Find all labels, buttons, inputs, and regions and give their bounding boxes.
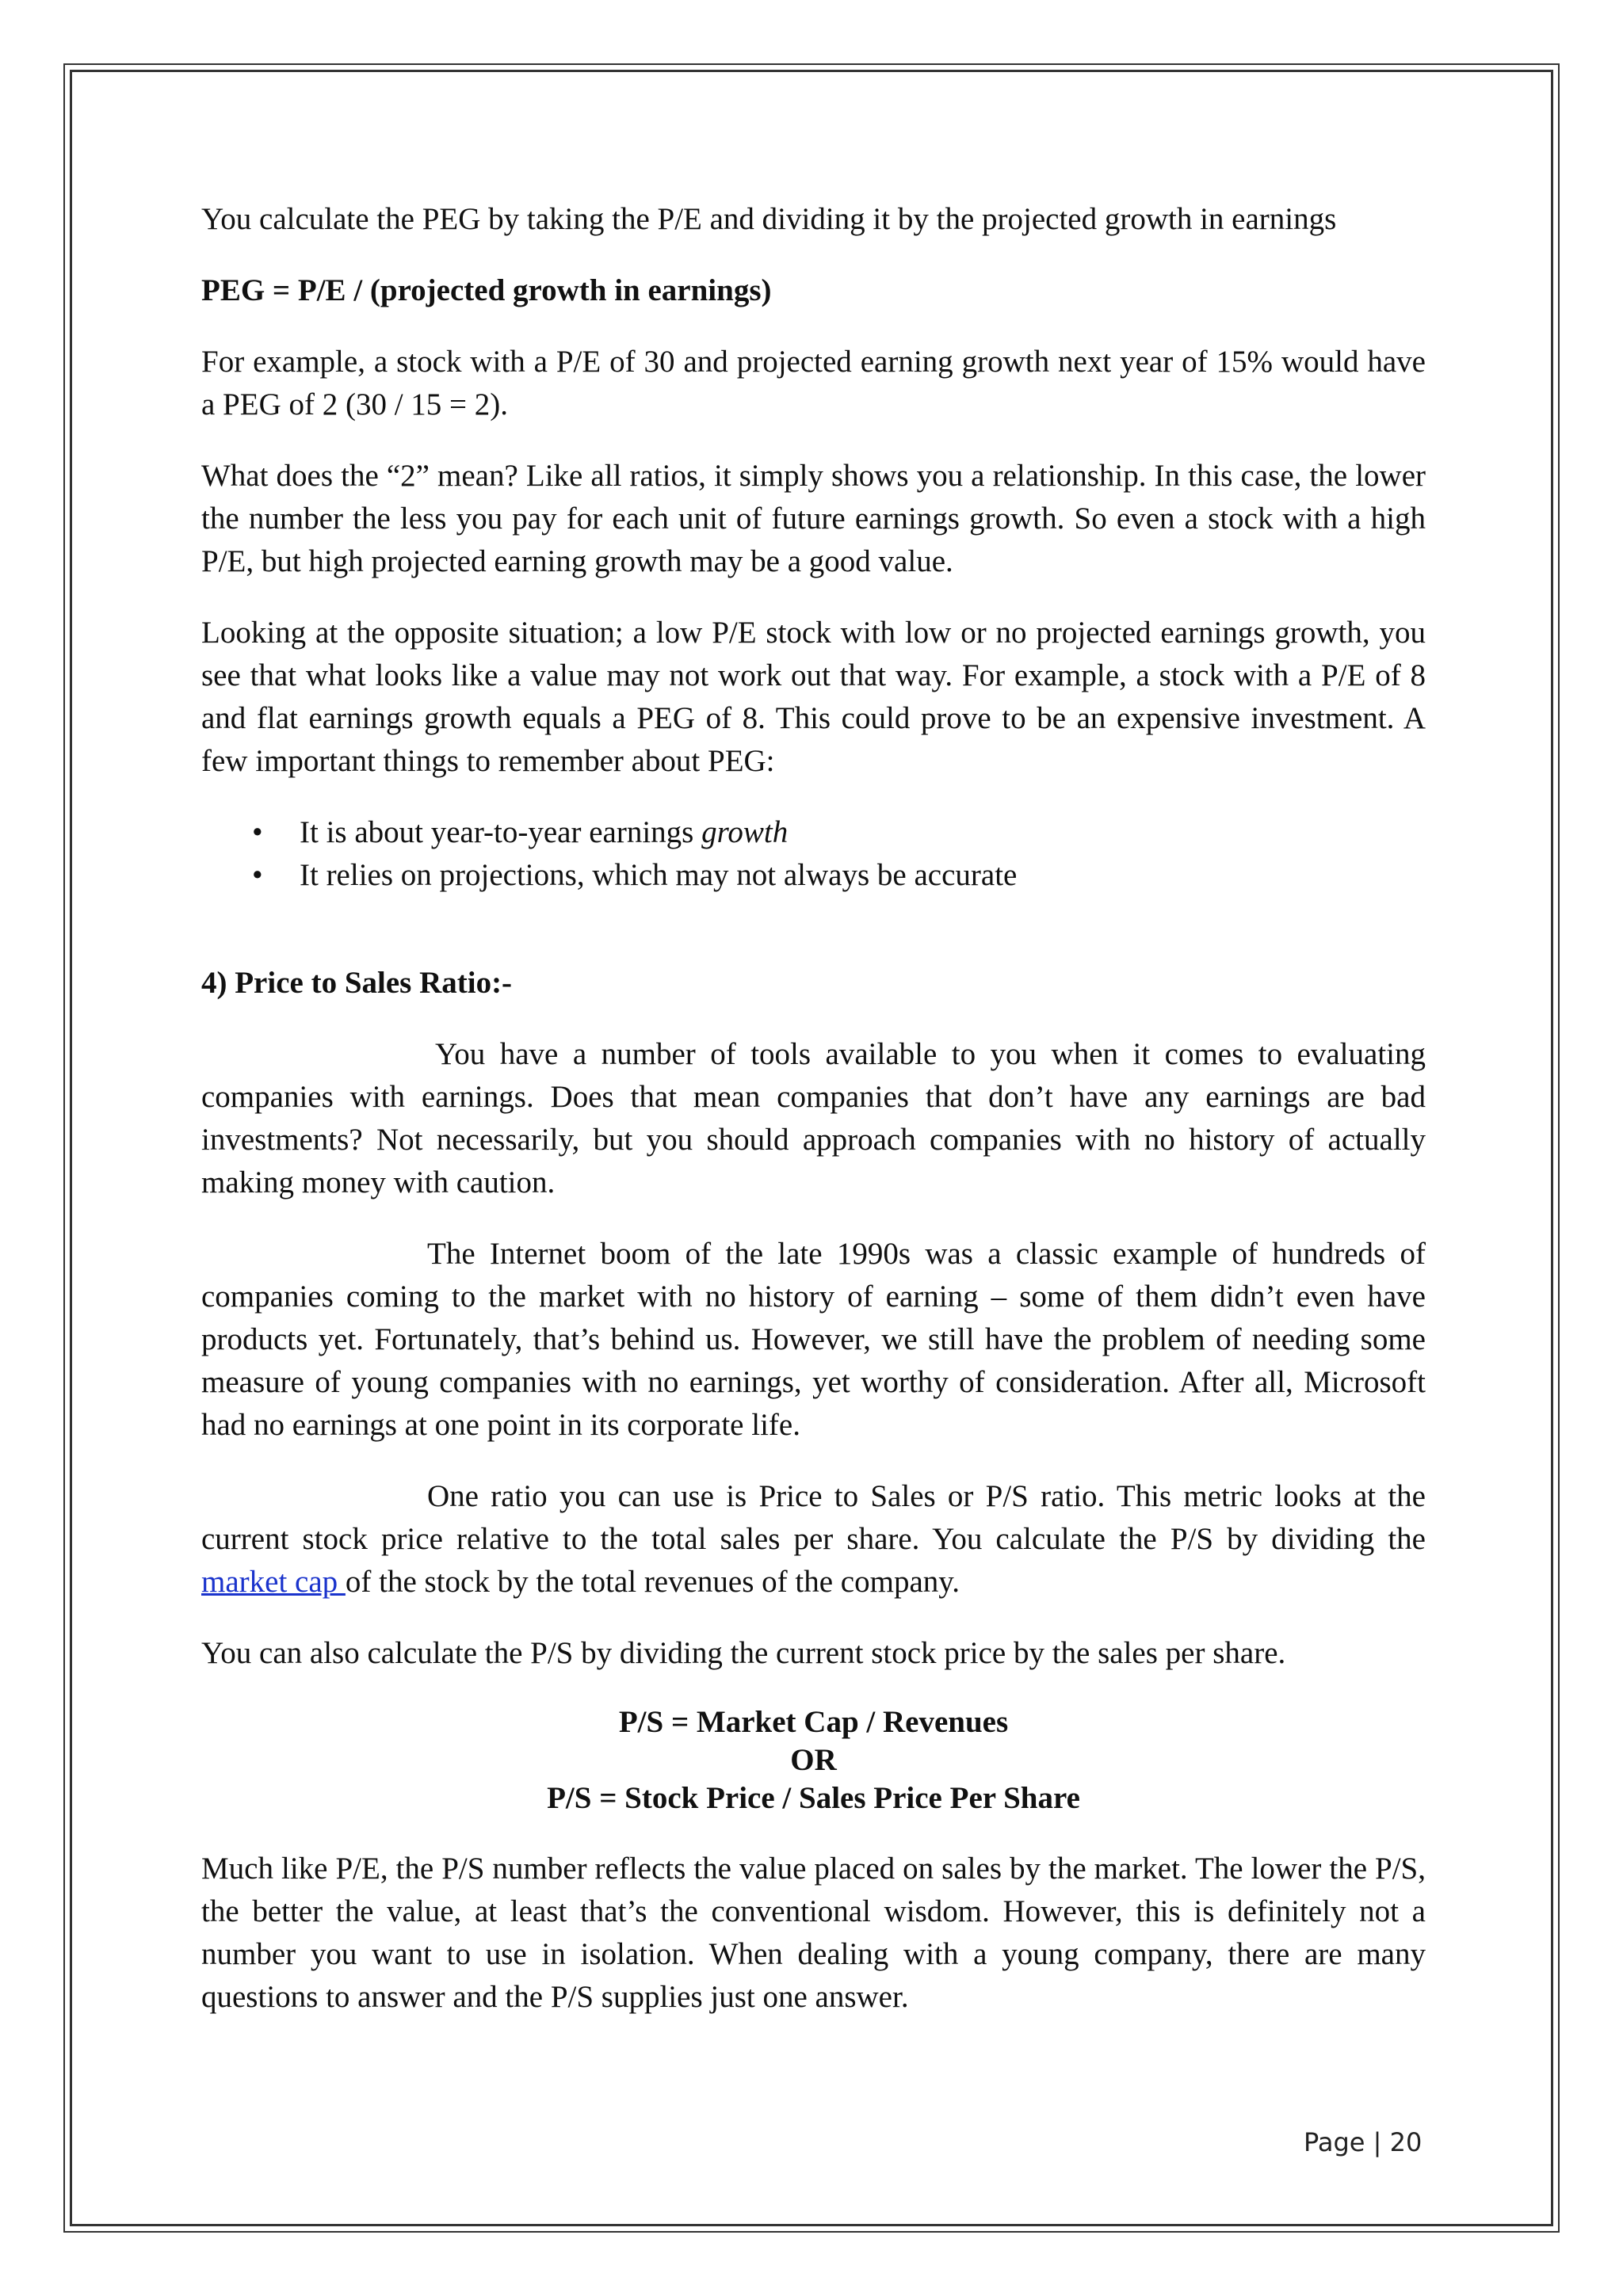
ps-formula-line-1: P/S = Market Cap / Revenues [618, 1705, 1009, 1739]
list-item [201, 811, 1426, 854]
bullet-text: It relies on projections, which may not always be accurate [300, 858, 1018, 892]
bullet-text: It is about year-to-year earnings [300, 815, 702, 849]
market-cap-link[interactable]: market cap [201, 1565, 346, 1599]
list-item [201, 854, 1426, 897]
ps-tools-paragraph: You have a number of tools available to you when it comes to evaluating companies with earnings. Does that mean companies that don’t have any earnings are bad investments? Not necessarily, but you should approach companies with no history of actually making money with caution. [201, 1037, 1426, 1199]
page-number: Page | 20 [1304, 2127, 1423, 2157]
ps-formula-or: OR [790, 1743, 837, 1777]
ps-formula-line-2: P/S = Stock Price / Sales Price Per Share [547, 1781, 1080, 1815]
peg-example-paragraph: For example, a stock with a P/E of 30 and projected earning growth next year of 15% would have a PEG of 2 (30 / 15 = 2). [201, 345, 1426, 421]
bullet-icon: • [252, 858, 263, 892]
bullet-icon: • [252, 815, 263, 849]
section-heading: 4) Price to Sales Ratio:- [201, 966, 513, 1000]
ps-ratio-text-end: of the stock by the total revenues of the company. [345, 1565, 960, 1599]
peg-opposite-paragraph: Looking at the opposite situation; a low P/E stock with low or no projected earnings growth, you see that what looks like a value may not work out that way. For example, a stock with a P/E of 8 and flat earnings growth equals a PEG of 8. This could prove to be an expensive investment. A few important things to remember about PEG: [201, 616, 1426, 778]
ps-ratio-text: One ratio you can use is Price to Sales or P/S ratio. This metric looks at the current stock price relative to the total sales per share. You calculate the P/S by dividing the [201, 1479, 1426, 1556]
ps-formula-block [201, 1703, 1426, 1817]
ps-closing-paragraph: Much like P/E, the P/S number reflects the value placed on sales by the market. The lower the P/S, the better the value, at least that’s the conventional wisdom. However, this is definitely not a number you want to use in isolation. When dealing with a young company, there are many questions to answer and the P/S supplies just one answer. [201, 1852, 1426, 2014]
peg-bullet-list [201, 811, 1426, 897]
peg-meaning-paragraph: What does the “2” mean? Like all ratios, it simply shows you a relationship. In this case, the lower the number the less you pay for each unit of future earnings growth. So even a stock with a high P/E, but high projected earning growth may be a good value. [201, 459, 1426, 578]
peg-intro-paragraph: You calculate the PEG by taking the P/E and dividing it by the projected growth in earnings [201, 202, 1337, 236]
ps-ratio-paragraph [201, 1475, 1426, 1604]
bullet-emphasis: growth [701, 815, 789, 849]
peg-formula: PEG = P/E / (projected growth in earnings) [201, 273, 772, 307]
ps-alternate-paragraph: You can also calculate the P/S by dividing the current stock price by the sales per share. [201, 1636, 1286, 1670]
document-body [201, 198, 1426, 2047]
ps-internet-paragraph: The Internet boom of the late 1990s was a classic example of hundreds of companies coming to the market with no history of earning – some of them didn’t even have products yet. Fortunately, that’s behind us. However, we still have the problem of needing some measure of young companies with no earnings, yet worthy of consideration. After all, Microsoft had no earnings at one point in its corporate life. [201, 1237, 1426, 1442]
